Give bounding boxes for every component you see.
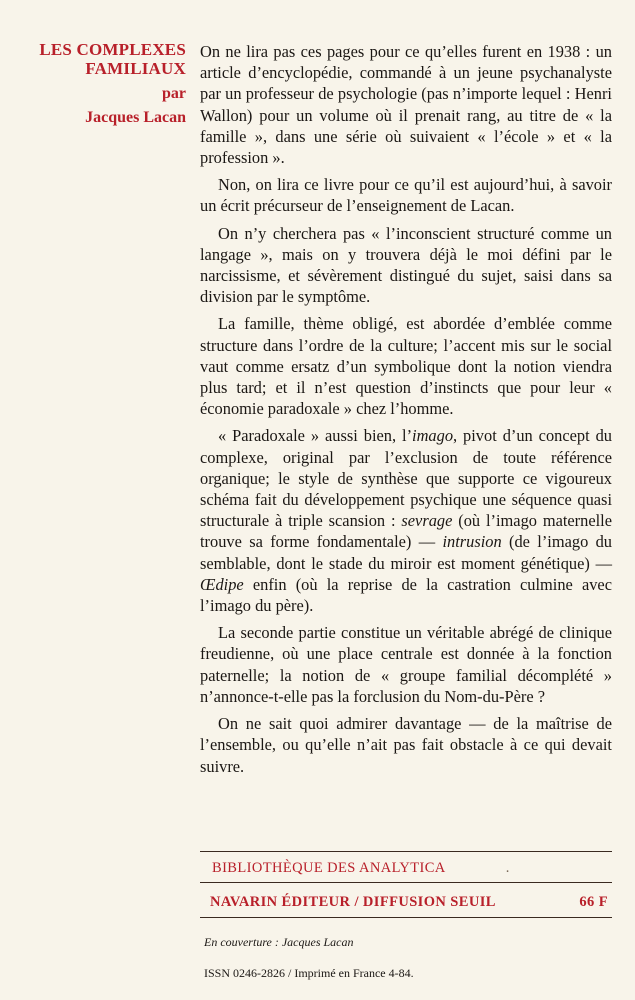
cover-credit: En couverture : Jacques Lacan xyxy=(204,935,354,949)
imago-term: imago xyxy=(412,426,454,446)
book-sidebar-heading xyxy=(0,40,186,127)
blurb-text xyxy=(200,41,612,783)
series-name: BIBLIOTHÈQUE DES ANALYTICA xyxy=(212,860,446,876)
paragraph-5-part-e: enfin (où la reprise de la castration culmine avec l’imago du père). xyxy=(200,574,612,616)
issn-line: ISSN 0246-2826 / Imprimé en France 4-84. xyxy=(204,966,414,980)
sevrage-term: sevrage xyxy=(401,511,453,531)
intrusion-term: intrusion xyxy=(442,532,502,552)
paragraph-4: La famille, thème obligé, est abordée d’emblée comme structure dans l’ordre de la culture; l’accent mis sur le social vaut comme ersatz d’un symbolique dont la notion viendra plus tard; et il n’est question d’instincts que pour leur « économie paradoxale » chez l’homme. xyxy=(200,314,612,419)
paragraph-5-part-a: « Paradoxale » aussi bien, l’ xyxy=(218,426,413,446)
paragraph-5-part-c: (où l’imago maternelle trouve sa forme fondamentale) — xyxy=(200,511,612,552)
book-title-line-1: LES COMPLEXES xyxy=(39,40,186,59)
by-label: par xyxy=(162,85,186,102)
paragraph-5 xyxy=(200,425,612,616)
price-label: 66 F xyxy=(579,894,608,910)
paragraph-3: On n’y cherchera pas « l’inconscient structuré comme un langage », mais on y trouvera déjà le moi défini par le narcissisme, et sévèrement distingué du sujet, saisi dans sa division par le symptôme. xyxy=(200,223,612,307)
series-mark: . xyxy=(505,860,510,876)
series-name-band xyxy=(200,851,612,883)
oedipe-term: Œdipe xyxy=(200,574,244,594)
paragraph-5-part-d: (de l’imago du semblable, dont le stade du miroir est moment génétique) — xyxy=(200,532,612,573)
publisher-band xyxy=(200,886,612,918)
paragraph-1: On ne lira pas ces pages pour ce qu’elles furent en 1938 : un article d’encyclopédie, commandé à un jeune psychanalyste par un professeur de psychologie (pas n’importe lequel : Henri Wallon) pour un volume où il prenait rang, au titre de « la famille », dans une série où suivaient « l’école » et « la profession ». xyxy=(200,42,612,168)
book-title-line-2: FAMILIAUX xyxy=(85,59,186,78)
author-name: Jacques Lacan xyxy=(85,109,186,126)
paragraph-5-part-b: , pivot d’un concept du complexe, original par l’exclusion de toute référence organique; le style de synthèse que supporte ce vigoureux schéma fait du développement psychique une séquence quasi structurale à triple scansion : xyxy=(200,426,612,531)
paragraph-6: La seconde partie constitue un véritable abrégé de clinique freudienne, où une place centrale est donnée à la fonction paternelle; la notion de « groupe familial décomplété » n’annonce-t-elle pas la forclusion du Nom-du-Père ? xyxy=(200,623,612,706)
paragraph-2: Non, on lira ce livre pour ce qu’il est aujourd’hui, à savoir un écrit précurseur de l’enseignement de Lacan. xyxy=(200,175,612,216)
publisher-name: NAVARIN ÉDITEUR / DIFFUSION SEUIL xyxy=(210,894,496,910)
paragraph-7: On ne sait quoi admirer davantage — de la maîtrise de l’ensemble, ou qu’elle n’ait pas fait obstacle à ce qui devait suivre. xyxy=(200,714,612,776)
